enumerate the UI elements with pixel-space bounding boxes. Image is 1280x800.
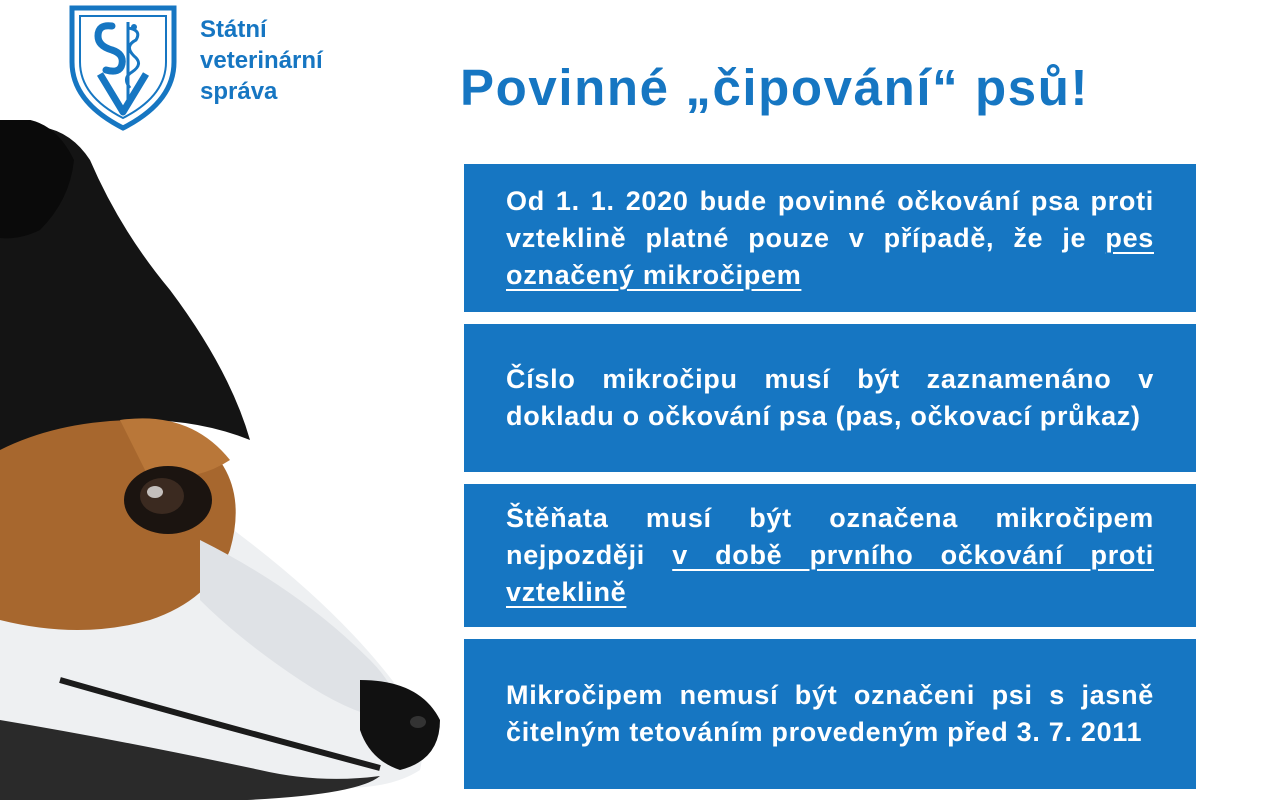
organization-name-line1: Státní <box>200 16 267 43</box>
info-box-text <box>506 500 1154 611</box>
organization-name <box>200 14 323 107</box>
info-box-text-main: Mikročipem nemusí být označeni psi s jasně čitelným tetováním provedeným před 3. 7. 2011 <box>506 680 1154 747</box>
info-box-text <box>506 677 1154 751</box>
page-title: Povinné „čipování“ psů! <box>460 59 1090 116</box>
info-box-puppies <box>464 484 1196 627</box>
info-box-text-underlined: pes označený mikročipem <box>506 222 1154 290</box>
info-box-text-main: Od 1. 1. 2020 bude povinné očkování psa proti vzteklině platné pouze v případě, že je <box>506 185 1154 253</box>
info-box-text-main: Číslo mikročipu musí být zaznamenáno v dokladu o očkování psa (pas, očkovací průkaz) <box>506 364 1154 431</box>
info-box-chip-number-record <box>464 324 1196 472</box>
info-box-text <box>506 183 1154 294</box>
organization-name-line3: správa <box>200 78 278 105</box>
organization-name-line2: veterinární <box>200 47 323 74</box>
info-box-microchip-vaccination <box>464 164 1196 312</box>
info-box-text-main: Štěňata musí být označena mikročipem nejpozději <box>506 503 1154 570</box>
dog-photo-icon <box>0 120 450 800</box>
info-box-text-underlined: v době prvního očkování proti vzteklině <box>506 540 1154 607</box>
info-box-text <box>506 361 1154 435</box>
info-box-tattoo-exception <box>464 639 1196 789</box>
svs-logo-icon <box>68 4 178 132</box>
